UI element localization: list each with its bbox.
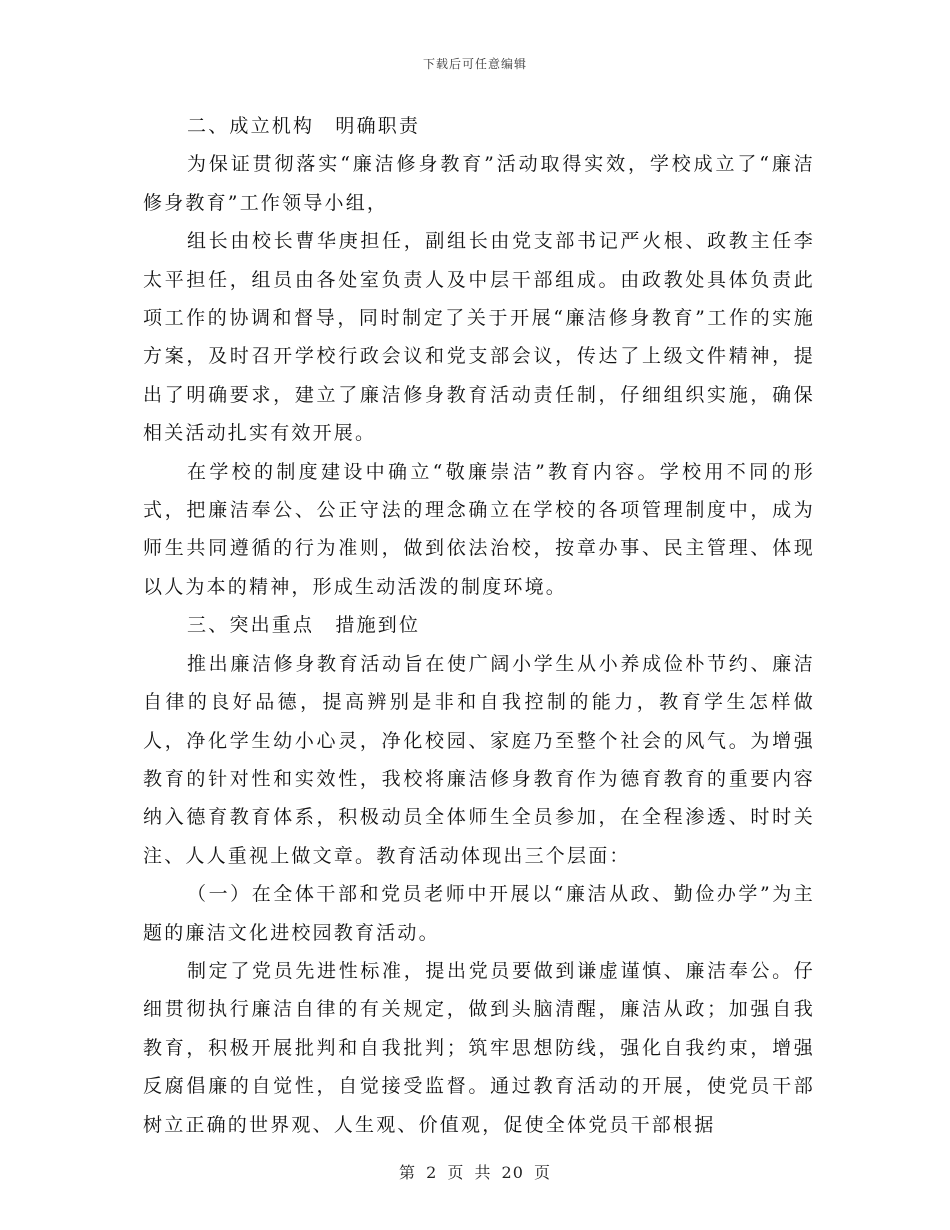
paragraph: 推出廉洁修身教育活动旨在使广阔小学生从小养成俭朴节约、廉洁自律的良好品德，提高辨别是非和自我控制的能力，教育学生怎样做人，净化学生幼小心灵，净化校园、家庭乃至整个社会的风气。为增强教育的针对性和实效性，我校将廉洁修身教育作为德育教育的重要内容纳入德育教育体系，积极动员全体师生全员参加，在全程渗透、时时关注、人人重视上做文章。教育活动体现出三个层面： (143, 652, 815, 867)
section-heading-2: 二、成立机构 明确职责 (187, 115, 421, 137)
page-number: 第 2 页 共 20 页 (399, 1163, 551, 1182)
document-body (143, 107, 815, 1144)
page-header: 下载后可任意编辑 (422, 57, 527, 71)
paragraph: 制定了党员先进性标准，提出党员要做到谦虚谨慎、廉洁奉公。仔细贯彻执行廉洁自律的有关规定，做到头脑清醒，廉洁从政；加强自我教育，积极开展批判和自我批判；筑牢思想防线，强化自我约束，增强反腐倡廉的自觉性，自觉接受监督。通过教育活动的开展，使党员干部树立正确的世界观、人生观、价值观，促使全体党员干部根据 (143, 959, 815, 1136)
subsection-heading: （一）在全体干部和党员老师中开展以“廉洁从政、勤俭办学”为主题的廉洁文化进校园教育活动。 (143, 883, 815, 944)
paragraph: 为保证贯彻落实“廉洁修身教育”活动取得实效，学校成立了“廉洁修身教育”工作领导小组， (143, 153, 815, 214)
section-heading-3: 三、突出重点 措施到位 (187, 614, 421, 637)
paragraph: 在学校的制度建设中确立“敬廉崇洁”教育内容。学校用不同的形式，把廉洁奉公、公正守法的理念确立在学校的各项管理制度中，成为师生共同遵循的行为准则，做到依法治校，按章办事、民主管理、体现以人为本的精神，形成生动活泼的制度环境。 (143, 460, 815, 598)
paragraph: 组长由校长曹华庚担任，副组长由党支部书记严火根、政教主任李太平担任，组员由各处室负责人及中层干部组成。由政教处具体负责此项工作的协调和督导，同时制定了关于开展“廉洁修身教育”工作的实施方案，及时召开学校行政会议和党支部会议，传达了上级文件精神，提出了明确要求，建立了廉洁修身教育活动责任制，仔细组织实施，确保相关活动扎实有效开展。 (143, 230, 815, 445)
